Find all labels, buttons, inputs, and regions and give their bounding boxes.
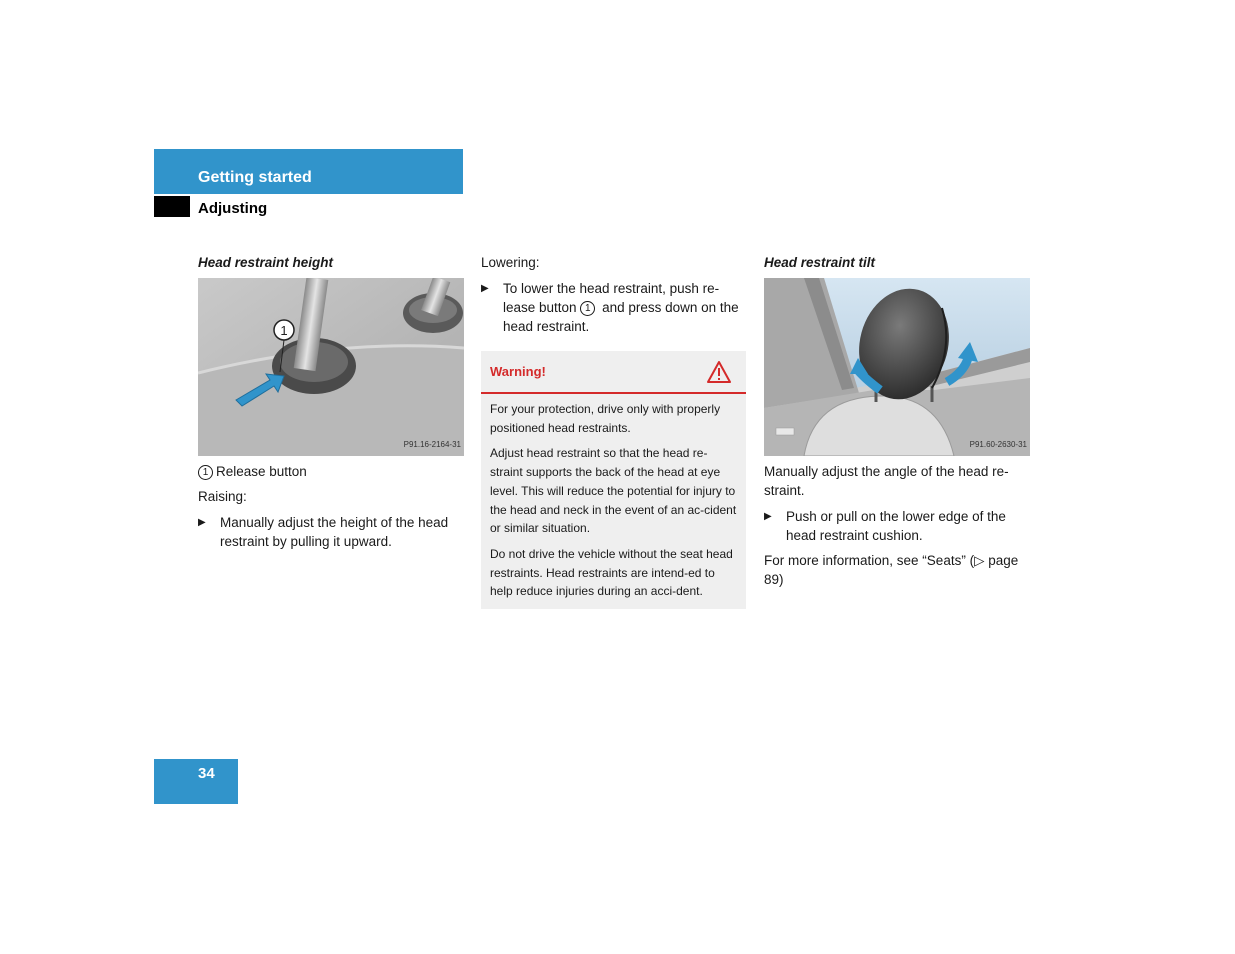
- column-head-restraint-height: [198, 253, 464, 551]
- heading-tilt: Head restraint tilt: [764, 255, 876, 270]
- figure-tilt: [764, 278, 1030, 456]
- more-info: For more information, see “Seats” (▷ page 89): [764, 553, 1019, 587]
- warning-box: [481, 351, 746, 609]
- subsection-title: Adjusting: [198, 200, 268, 217]
- page-number-box: [154, 759, 238, 804]
- section-marker: [154, 196, 190, 217]
- warning-paragraph: For your protection, drive only with properly positioned head restraints.: [490, 402, 721, 435]
- lowering-step: [481, 279, 746, 336]
- callout-number: 1: [280, 323, 288, 338]
- heading-height: Head restraint height: [198, 255, 334, 270]
- warning-body: [481, 394, 746, 609]
- lowering-step-part-a: To lower the head restraint, push re-lease button: [503, 281, 720, 315]
- legend-release-button: [198, 462, 464, 481]
- column-head-restraint-tilt: [764, 253, 1030, 589]
- page-number: 34: [198, 765, 215, 782]
- raising-step-text: Manually adjust the height of the head restraint by pulling it upward.: [220, 515, 449, 549]
- callout-circle: 1: [580, 301, 595, 316]
- section-title: Getting started: [198, 169, 312, 186]
- warning-header: [481, 351, 746, 394]
- tilt-intro: Manually adjust the angle of the head re-straint.: [764, 464, 1009, 498]
- head-restraint-tilt-illustration: [764, 278, 1030, 456]
- figure-code: P91.60-2630-31: [969, 440, 1027, 449]
- lowering-step-part-b: and press down on the head restraint.: [503, 300, 739, 334]
- legend-label: Release button: [216, 464, 307, 479]
- tilt-step: [764, 507, 1030, 545]
- lowering-label: Lowering:: [481, 255, 540, 270]
- warning-paragraph: Do not drive the vehicle without the seat head restraints. Head restraints are intend-ed to help reduce injuries during an acci-dent.: [490, 546, 733, 599]
- raising-step: [198, 513, 464, 551]
- raising-label: Raising:: [198, 489, 247, 504]
- head-restraint-height-illustration: [198, 278, 464, 456]
- bullet-triangle-icon: ▶: [198, 517, 206, 528]
- callout-circle: 1: [198, 465, 213, 480]
- bullet-triangle-icon: ▶: [764, 511, 772, 522]
- warning-triangle-icon: [706, 360, 732, 384]
- lowering-step-text: [503, 279, 746, 336]
- tilt-step-text: Push or pull on the lower edge of the head restraint cushion.: [786, 509, 1006, 543]
- figure-release-button: [198, 278, 464, 456]
- column-lowering: [481, 253, 746, 609]
- bullet-triangle-icon: ▶: [481, 283, 489, 294]
- warning-paragraph: Adjust head restraint so that the head re-straint supports the back of the head at eye level. This will reduce the potential for injury to the head and neck in the event of an ac-cident or similar situation.: [490, 446, 737, 536]
- figure-code: P91.16-2164-31: [403, 440, 461, 449]
- warning-title: Warning!: [490, 364, 546, 379]
